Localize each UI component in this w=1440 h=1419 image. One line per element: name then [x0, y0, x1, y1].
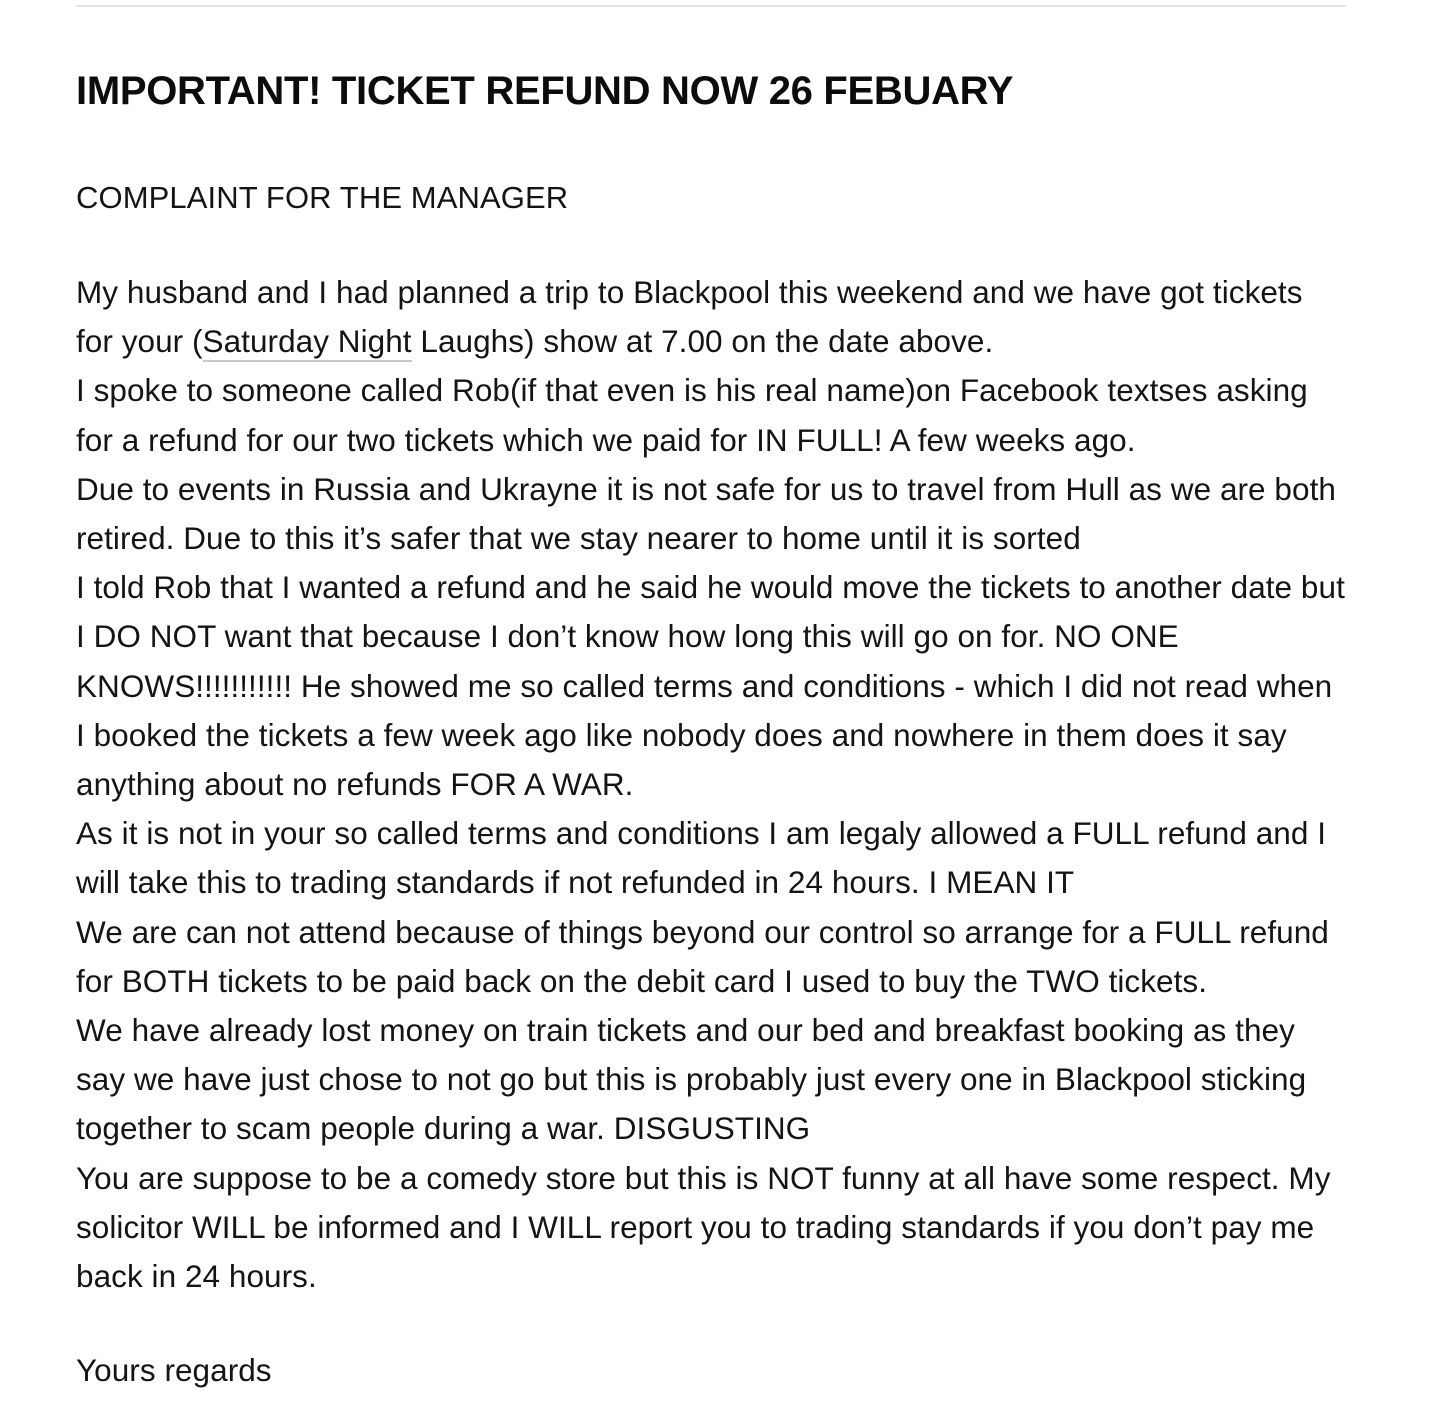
- paragraph-2: I spoke to someone called Rob(if that even is his real name)on Facebook textses asking for a refund for our two tickets which we paid for IN FULL! A few weeks ago.: [76, 372, 1308, 458]
- document-content: [76, 0, 1348, 1395]
- signoff-line: Yours regards: [76, 1352, 272, 1389]
- paragraph-7: We have already lost money on train tickets and our bed and breakfast booking as they say we have just chose to not go but this is probably just every one in Blackpool sticking together to scam people during a war. DISGUSTING: [76, 1012, 1307, 1147]
- paragraph-1-text-after: Laughs) show at 7.00 on the date above.: [411, 323, 994, 360]
- paragraph-6: We are can not attend because of things beyond our control so arrange for a FULL refund for BOTH tickets to be paid back on the debit card I used to buy the TWO tickets.: [76, 913, 1329, 999]
- paragraph-5: As it is not in your so called terms and conditions I am legaly allowed a FULL refund and I will take this to trading standards if not refunded in 24 hours. I MEAN IT: [76, 815, 1327, 901]
- letter-body: [76, 222, 1348, 1301]
- paragraph-3: Due to events in Russia and Ukrayne it is not safe for us to travel from Hull as we are both retired. Due to this it’s safer that we stay nearer to home until it is sorted: [76, 470, 1336, 557]
- paragraph-1-text-before: My husband and I had planned a trip to Blackpool this weekend and we have got tickets for your (: [76, 274, 1303, 360]
- paragraph-8: You are suppose to be a comedy store but this is NOT funny at all have some respect. My solicitor WILL be informed and I WILL report you to trading standards if you don’t pay me back in 24 hours.: [76, 1159, 1331, 1295]
- paragraph-4: I told Rob that I wanted a refund and he said he would move the tickets to another date but I DO NOT want that because I don’t know how long this will go on for. NO ONE KNOWS!!!!!!!!!!! He showed me so called terms and conditions - which I did not read when I booked the tickets a few week ago like nobody does and nowhere in them does it say anything about no refunds FOR A WAR.: [76, 569, 1345, 803]
- spellcheck-underlined-phrase: Saturday Night: [203, 323, 412, 362]
- page-title: IMPORTANT! TICKET REFUND NOW 26 FEBUARY: [76, 69, 1014, 113]
- paragraph-1: [76, 268, 1348, 366]
- salutation-line: COMPLAINT FOR THE MANAGER: [76, 180, 569, 215]
